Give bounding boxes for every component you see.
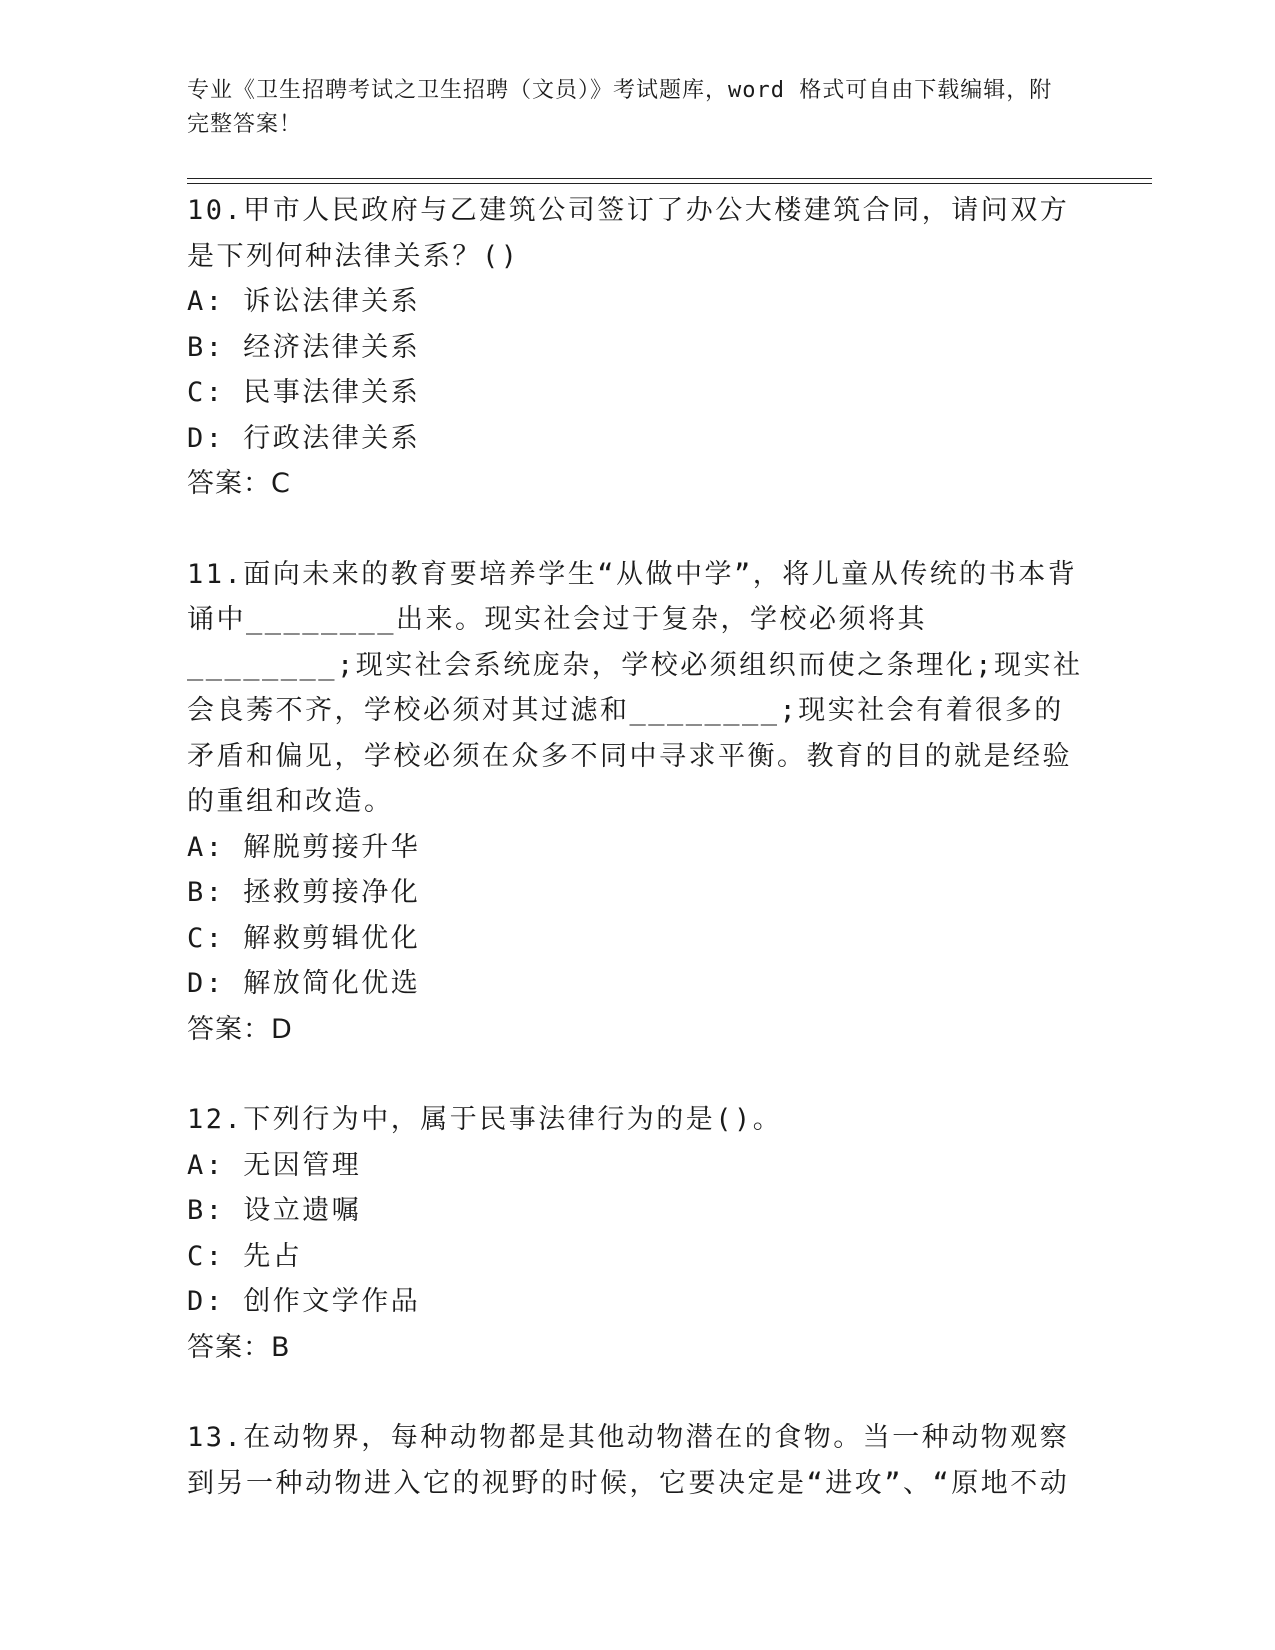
question-12 — [187, 1097, 1087, 1370]
option-a: A: 解脱剪接升华 — [187, 831, 421, 863]
answer-line: 答案：C — [187, 468, 291, 499]
option-d: D: 解放简化优选 — [187, 968, 421, 999]
question-10 — [187, 188, 1087, 507]
option-c: C: 民事法律关系 — [187, 377, 421, 408]
header-note: 专业《卫生招聘考试之卫生招聘（文员）》考试题库，word 格式可自由下载编辑，附完整答案！ — [187, 78, 1053, 137]
option-c: C: 先占 — [187, 1240, 303, 1272]
question-11 — [187, 552, 1087, 1053]
option-a: A: 无因管理 — [187, 1149, 362, 1181]
option-c: C: 解救剪辑优化 — [187, 922, 421, 954]
option-b: B: 经济法律关系 — [187, 331, 421, 363]
answer-line: 答案：D — [187, 1013, 293, 1045]
question-13 — [187, 1415, 1087, 1506]
answer-line: 答案：B — [187, 1331, 291, 1363]
question-text: 12.下列行为中，属于民事法律行为的是()。 — [187, 1104, 783, 1135]
question-text: 10.甲市人民政府与乙建筑公司签订了办公大楼建筑合同，请问双方是下列何种法律关系？() — [187, 195, 1070, 272]
question-spacer — [187, 1370, 1087, 1415]
question-list — [187, 188, 1087, 1506]
question-text: 13.在动物界，每种动物都是其他动物潜在的食物。当一种动物观察到另一种动物进入它的视野的时候，它要决定是“进攻”、“原地不动 — [187, 1422, 1070, 1499]
header-divider — [187, 178, 1152, 184]
option-b: B: 设立遗嘱 — [187, 1195, 362, 1226]
question-spacer — [187, 1052, 1087, 1097]
question-text: 11.面向未来的教育要培养学生“从做中学”，将儿童从传统的书本背诵中________出来。现实社会过于复杂，学校必须将其________;现实社会系统庞杂，学校必须组织而使之条理化;现实社会良莠不齐，学校必须对其过滤和________;现实社会有着很多的矛盾和偏见，学校必须在众多不同中寻求平衡。教育的目的就是经验的重组和改造。 — [187, 558, 1083, 817]
option-a: A: 诉讼法律关系 — [187, 286, 421, 317]
question-spacer — [187, 507, 1087, 552]
option-d: D: 行政法律关系 — [187, 422, 421, 454]
option-b: B: 拯救剪接净化 — [187, 877, 421, 908]
option-d: D: 创作文学作品 — [187, 1286, 421, 1317]
